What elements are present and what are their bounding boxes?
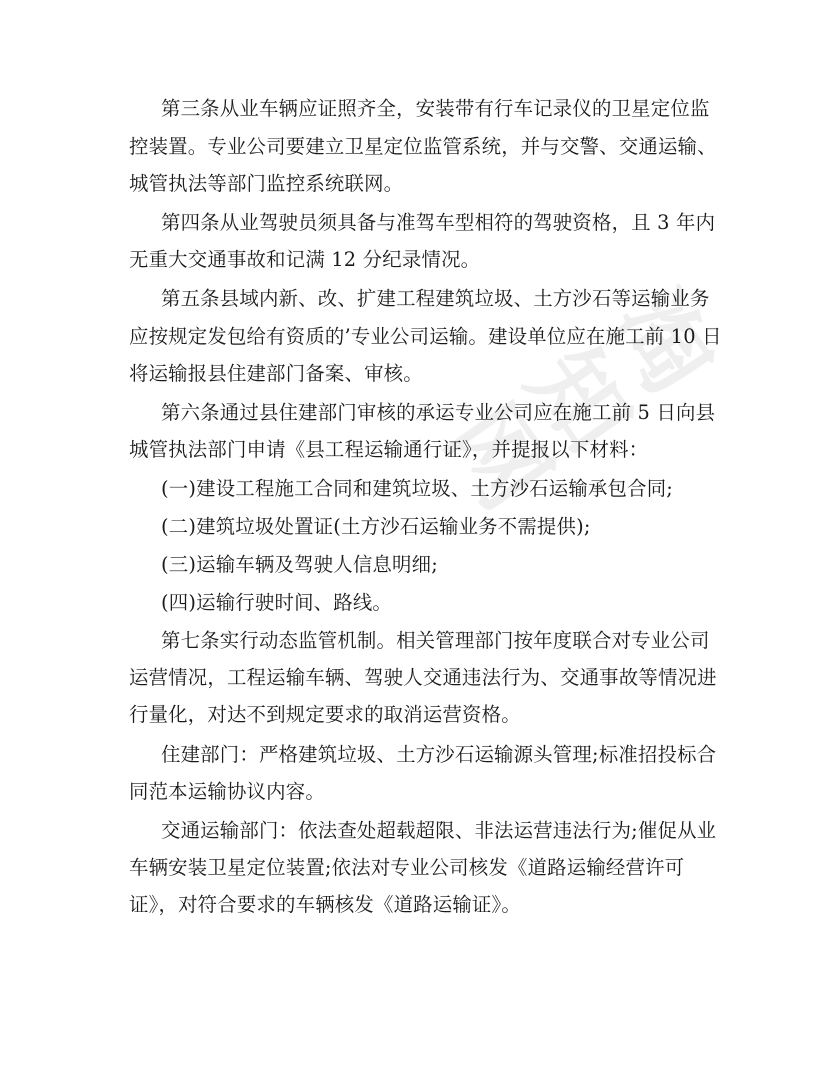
paragraph-line: 应按规定发包给有资质的’专业公司运输。建设单位应在施工前 10 日 xyxy=(129,325,722,348)
paragraph-line: 无重大交通事故和记满 12 分纪录情况。 xyxy=(129,248,481,271)
paragraph-line: 城管执法部门申请《县工程运输通行证》，并提报以下材料： xyxy=(129,438,649,461)
paragraph-line: 住建部门：严格建筑垃圾、土方沙石运输源头管理;标准招投标合 xyxy=(161,743,717,766)
paragraph-line: (一)建设工程施工合同和建筑垃圾、土方沙石运输承包合同; xyxy=(161,477,674,500)
paragraph-line: 交通运输部门：依法查处超载超限、非法运营违法行为;催促从业 xyxy=(161,819,717,842)
paragraph-line: (二)建筑垃圾处置证(土方沙石运输业务不需提供); xyxy=(161,515,591,538)
paragraph-line: (三)运输车辆及驾驶人信息明细; xyxy=(161,553,438,576)
paragraph-line: 第四条从业驾驶员须具备与准驾车型相符的驾驶资格，且 3 年内 xyxy=(161,211,716,234)
paragraph-line: 证》，对符合要求的车辆核发《道路运输证》。 xyxy=(129,893,522,916)
paragraph-line: (四)运输行驶时间、路线。 xyxy=(161,591,393,614)
paragraph-line: 控装置。专业公司要建立卫星定位监管系统，并与交警、交通运输、 xyxy=(129,135,717,158)
paragraph-line: 第五条县域内新、改、扩建工程建筑垃圾、土方沙石等运输业务 xyxy=(161,287,710,310)
watermark-logo: 淘 知 网 xyxy=(424,271,736,529)
paragraph-line: 车辆安装卫星定位装置;依法对专业公司核发《道路运输经营许可 xyxy=(129,856,685,879)
paragraph-line: 第六条通过县住建部门审核的承运专业公司应在施工前 5 日向县 xyxy=(161,401,716,424)
paragraph-line: 将运输报县住建部门备案、审核。 xyxy=(129,362,423,385)
paragraph-line: 运营情况，工程运输车辆、驾驶人交通违法行为、交通事故等情况进 xyxy=(129,666,717,689)
paragraph-line: 同范本运输协议内容。 xyxy=(129,780,325,803)
paragraph-line: 第七条实行动态监管机制。相关管理部门按年度联合对专业公司 xyxy=(161,629,710,652)
paragraph-line: 行量化，对达不到规定要求的取消运营资格。 xyxy=(129,703,521,726)
paragraph-line: 第三条从业车辆应证照齐全，安装带有行车记录仪的卫星定位监 xyxy=(161,97,710,120)
paragraph-line: 城管执法等部门监控系统联网。 xyxy=(129,172,404,195)
